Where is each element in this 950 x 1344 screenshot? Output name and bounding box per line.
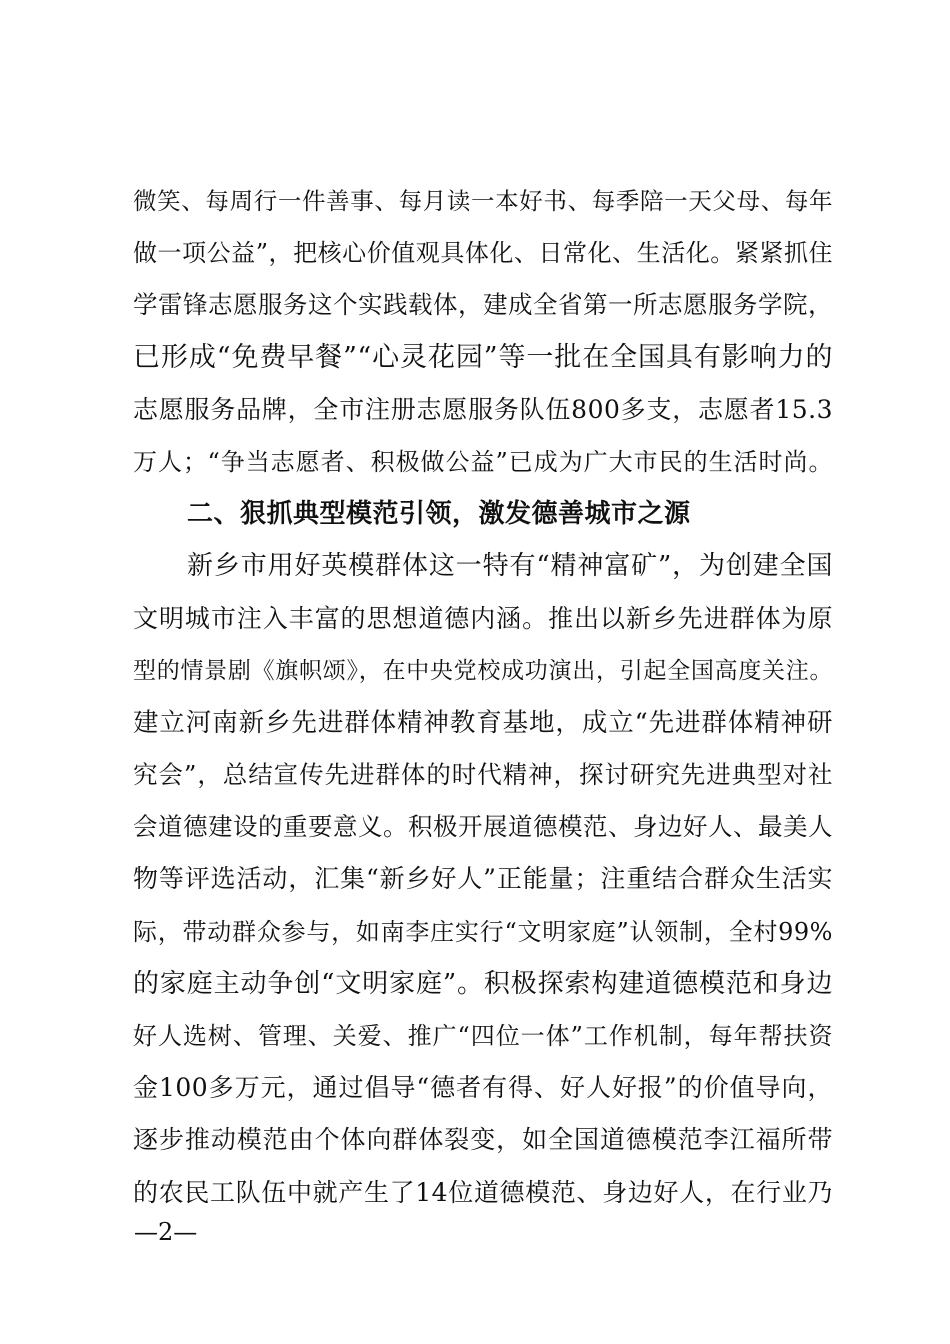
text-line: 究会”，总结宣传先进群体的时代精神，探讨研究先进典型对社 xyxy=(133,760,833,790)
text-line: 的农民工队伍中就产生了14位道德模范、身边好人，在行业乃 xyxy=(133,1177,833,1207)
text-line: 好人选树、管理、关爱、推广“四位一体”工作机制，每年帮扶资 xyxy=(133,1022,833,1050)
paragraph-model-leadership xyxy=(133,540,833,1218)
text-line: 逐步推动模范由个体向群体裂变，如全国道德模范李江福所带 xyxy=(133,1125,833,1155)
text-line: 的家庭主动争创“文明家庭”。积极探索构建道德模范和身边 xyxy=(133,968,833,999)
text-line: 学雷锋志愿服务这个实践载体，建成全省第一所志愿服务学院， xyxy=(133,290,833,320)
text-line: 志愿服务品牌，全市注册志愿服务队伍800多支，志愿者15.3 xyxy=(133,394,833,424)
text-line: 际，带动群众参与，如南李庄实行“文明家庭”认领制，全村99% xyxy=(133,917,833,946)
text-line: 万人；“争当志愿者、积极做公益”已成为广大市民的生活时尚。 xyxy=(133,447,833,476)
page-number: —2— xyxy=(134,1218,198,1246)
text-line: 文明城市注入丰富的思想道德内涵。推出以新乡先进群体为原 xyxy=(133,603,833,633)
text-line: 微笑、每周行一件善事、每月读一本好书、每季陪一天父母、每年 xyxy=(133,187,833,215)
document-body xyxy=(133,175,833,1219)
text-line: 会道德建设的重要意义。积极开展道德模范、身边好人、最美人 xyxy=(133,812,833,842)
text-line: 已形成“免费早餐”“心灵花园”等一批在全国具有影响力的 xyxy=(133,341,833,373)
text-line: 物等评选活动，汇集“新乡好人”正能量；注重结合群众生活实 xyxy=(133,864,833,894)
text-line: 金100多万元，通过倡导“德者有得、好人好报”的价值导向， xyxy=(133,1073,833,1103)
text-line: 型的情景剧《旗帜颂》，在中央党校成功演出，引起全国高度关注。 xyxy=(133,657,833,684)
paragraph-volunteer-service xyxy=(133,175,833,488)
section-heading: 二、狠抓典型模范引领，激发德善城市之源 xyxy=(187,499,691,530)
text-line: 建立河南新乡先进群体精神教育基地，成立“先进群体精神研 xyxy=(133,707,833,738)
text-line: 新乡市用好英模群体这一特有“精神富矿”，为创建全国 xyxy=(187,551,833,582)
text-line: 做一项公益”，把核心价值观具体化、日常化、生活化。紧紧抓住 xyxy=(133,239,833,268)
